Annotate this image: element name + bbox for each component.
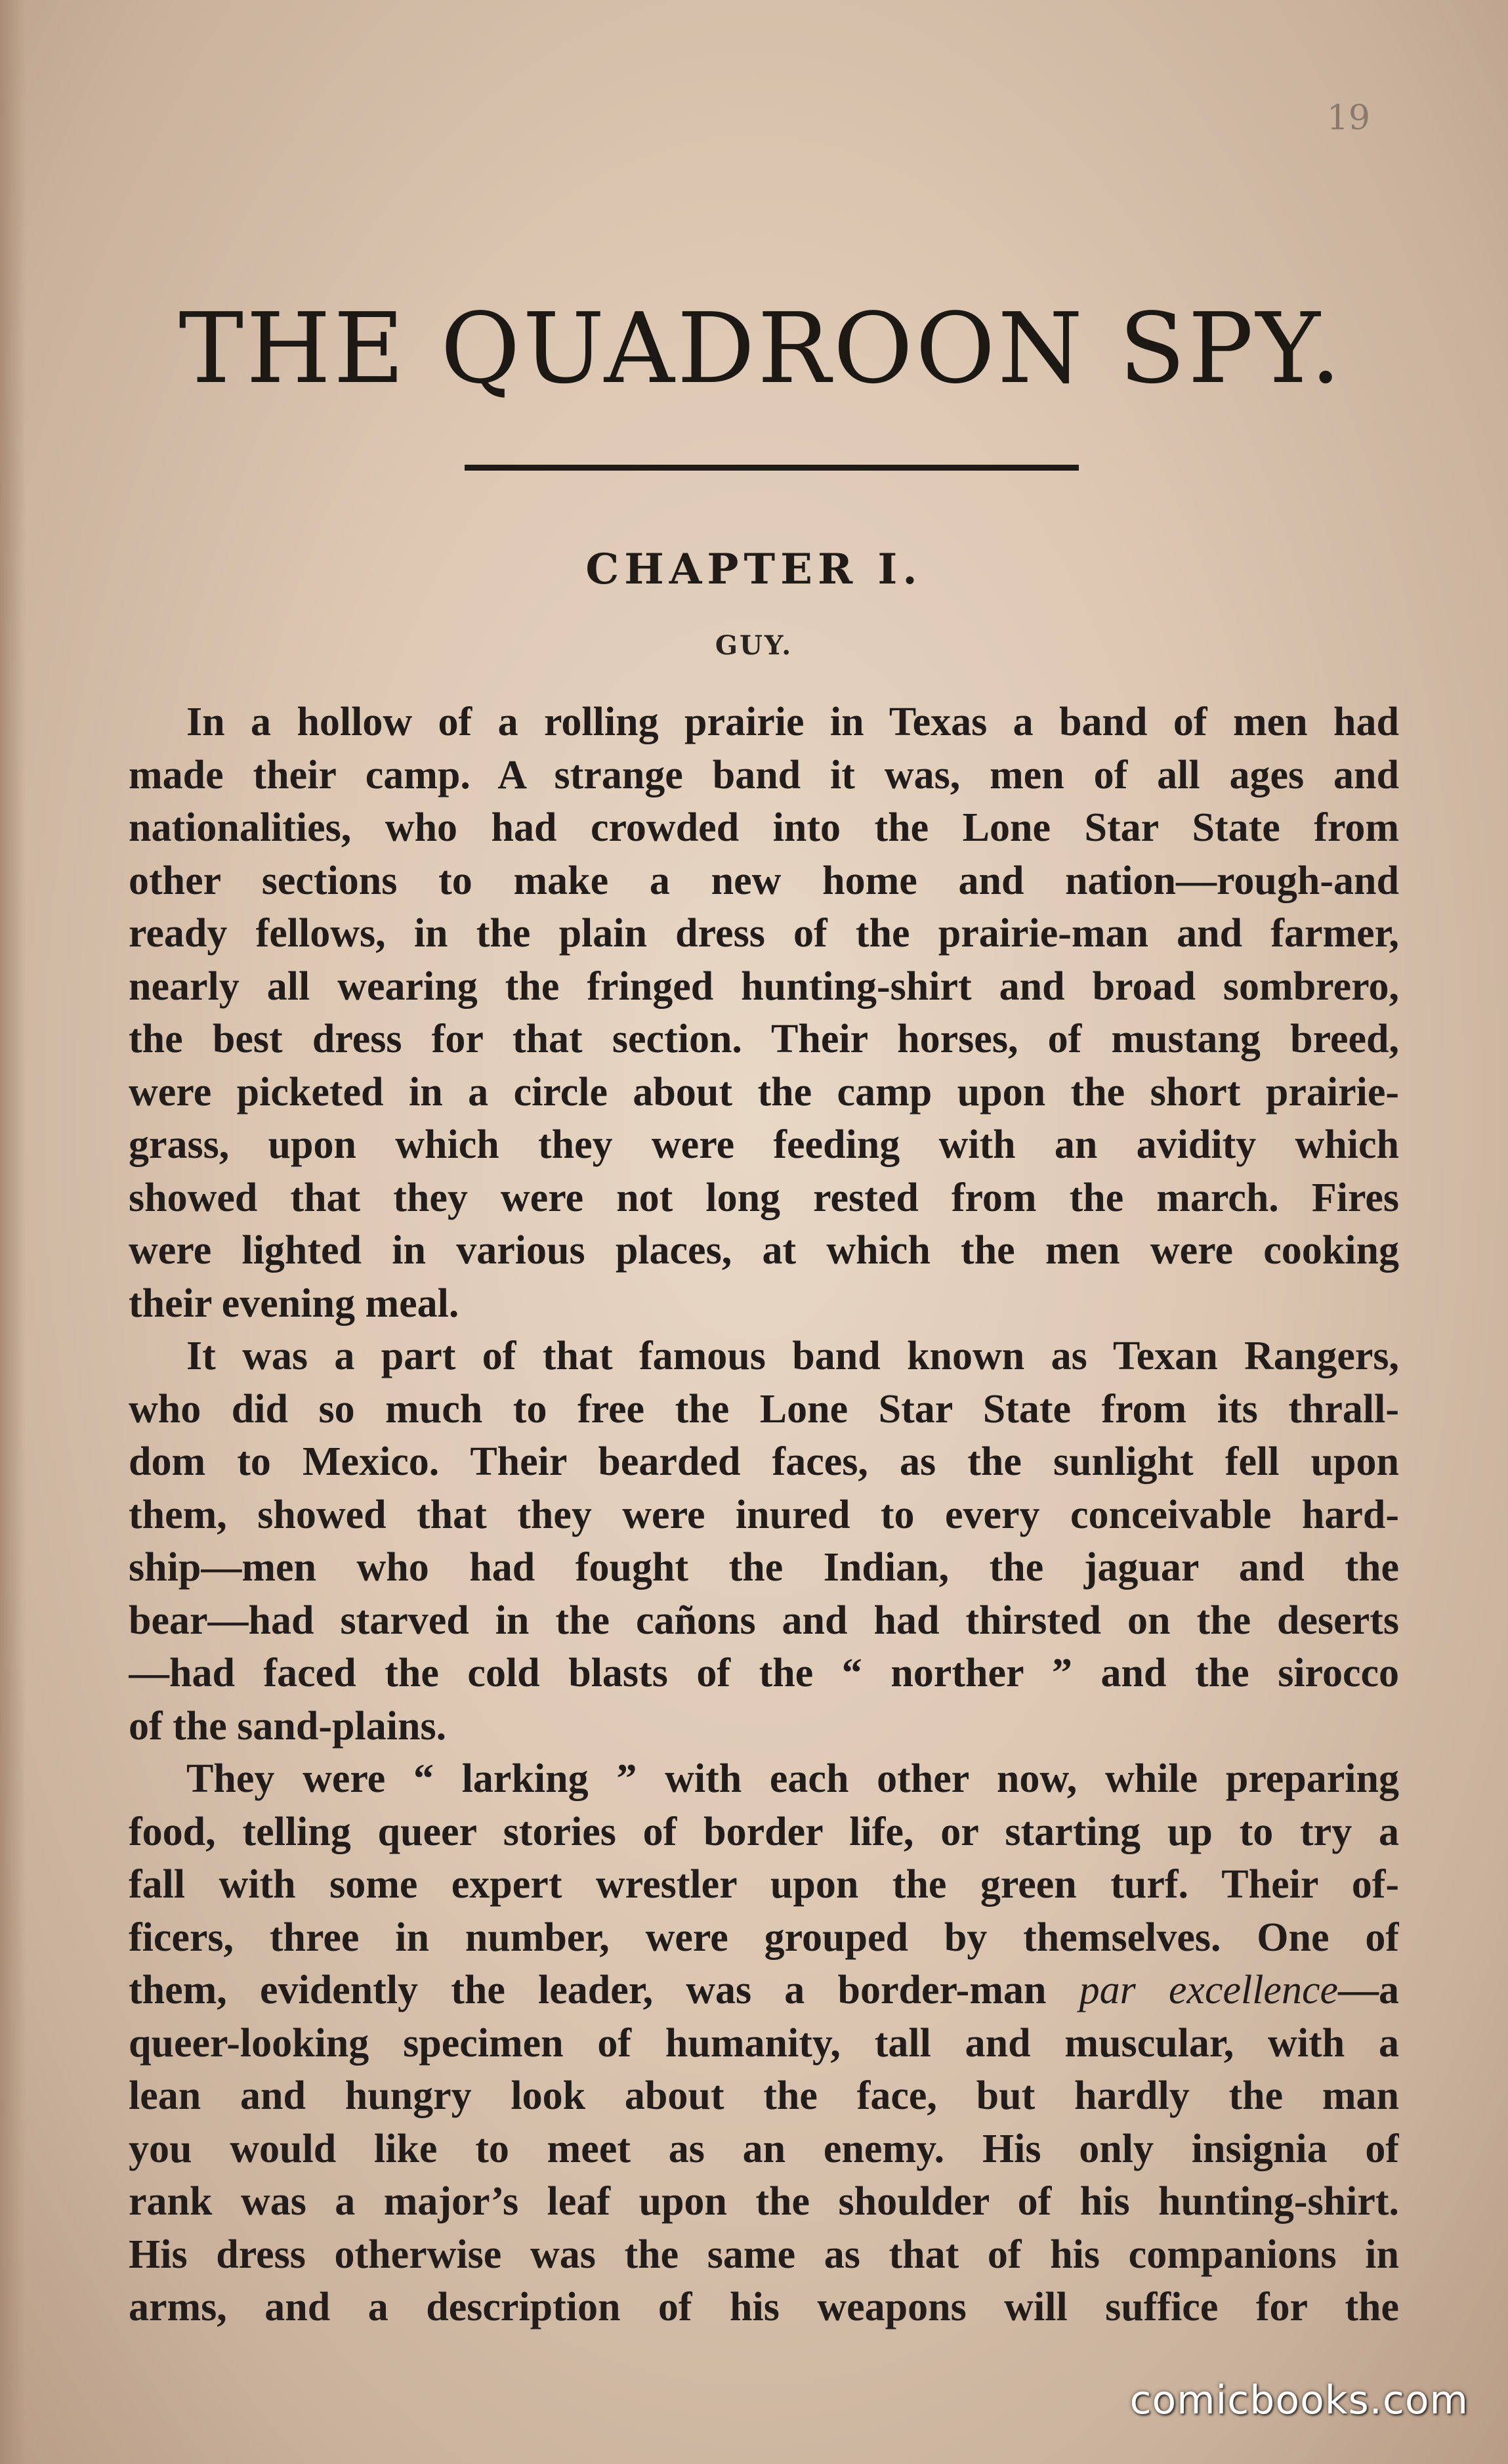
text-line-content: fall with some expert wrestler upon the green turf. Their of- <box>129 1862 1399 1907</box>
text-line <box>129 1224 1399 1277</box>
text-line <box>129 1806 1399 1859</box>
text-line-content: queer-looking specimen of humanity, tall and muscular, with a <box>129 2020 1399 2066</box>
page-edge-shadow <box>0 0 26 2464</box>
text-line-content: were lighted in various places, at which the men were cooking <box>129 1228 1399 1273</box>
text-line <box>129 801 1399 855</box>
text-line <box>129 960 1399 1013</box>
text-line-content: They were “ larking ” with each other now, while preparing <box>186 1756 1399 1801</box>
book-title: THE QUADROON SPY. <box>178 292 1344 405</box>
text-line <box>129 2070 1399 2123</box>
watermark: comicbooks.com <box>1129 2377 1469 2423</box>
text-line <box>129 1647 1399 1700</box>
text-line <box>129 1435 1399 1489</box>
text-line-content: them, showed that they were inured to every conceivable hard- <box>129 1492 1399 1537</box>
text-line <box>129 1330 1399 1383</box>
text-line <box>129 2175 1399 2228</box>
text-line <box>129 2123 1399 2176</box>
text-line-content: In a hollow of a rolling prairie in Texas a band of men had <box>186 700 1399 744</box>
text-line <box>129 1858 1399 1911</box>
text-line <box>129 907 1399 960</box>
title-rule <box>465 465 1079 471</box>
text-line <box>129 2228 1399 2282</box>
text-line-content: —had faced the cold blasts of the “ norther ” and the sirocco <box>129 1651 1399 1695</box>
text-line <box>129 1752 1399 1806</box>
text-line-content: His dress otherwise was the same as that of his companions in <box>129 2232 1399 2277</box>
text-line-content: food, telling queer stories of border life, or starting up to try a <box>129 1809 1399 1854</box>
page-number: 19 <box>1326 98 1370 138</box>
chapter-subheading: GUY. <box>715 630 793 661</box>
text-line <box>129 2281 1399 2334</box>
text-line-content: lean and hungry look about the face, but hardly the man <box>129 2073 1399 2118</box>
text-line-content: nationalities, who had crowded into the Lone Star State from <box>129 805 1399 850</box>
text-line <box>129 1911 1399 1965</box>
text-line <box>129 1013 1399 1066</box>
text-line <box>129 1964 1399 2017</box>
text-line <box>129 1383 1399 1436</box>
text-line-content: other sections to make a new home and nation—rough-and <box>129 858 1399 903</box>
text-line <box>129 2017 1399 2070</box>
text-line-content: grass, upon which they were feeding with an avidity which <box>129 1122 1399 1167</box>
text-line <box>129 749 1399 802</box>
body-text <box>129 696 1399 2334</box>
text-line-content: dom to Mexico. Their bearded faces, as the sunlight fell upon <box>129 1439 1399 1484</box>
chapter-heading: CHAPTER I. <box>585 545 923 594</box>
text-line <box>129 696 1399 749</box>
text-line-content: ready fellows, in the plain dress of the prairie-man and farmer, <box>129 911 1399 956</box>
text-line-content: you would like to meet as an enemy. His only insignia of <box>129 2126 1399 2171</box>
text-line <box>129 1700 1399 1753</box>
text-line-content: of the sand-plains. <box>129 1703 447 1749</box>
text-line-content: ship—men who had fought the Indian, the jaguar and the <box>129 1545 1399 1590</box>
text-line <box>129 1541 1399 1594</box>
text-line-content: them, evidently the leader, was a border-man <box>129 1968 1047 2012</box>
text-line-content: rank was a major’s leaf upon the shoulder of his hunting-shirt. <box>129 2179 1399 2224</box>
text-line <box>129 1172 1399 1225</box>
text-line-content: showed that they were not long rested from the march. Fires <box>129 1175 1399 1220</box>
text-line-content: nearly all wearing the fringed hunting-shirt and broad sombrero, <box>129 964 1399 1009</box>
text-line <box>129 1594 1399 1647</box>
italic-phrase: par excellence <box>1079 1968 1338 2012</box>
text-line <box>129 1118 1399 1172</box>
text-line-content: the best dress for that section. Their horses, of mustang breed, <box>129 1017 1399 1061</box>
text-line-content: who did so much to free the Lone Star State from its thrall- <box>129 1386 1399 1432</box>
text-line-tail: —a <box>1338 1968 1399 2012</box>
text-line-content: made their camp. A strange band it was, men of all ages and <box>129 752 1399 797</box>
text-line-content: arms, and a description of his weapons will suffice for the <box>129 2285 1399 2329</box>
text-line <box>129 1277 1399 1330</box>
text-line-content: were picketed in a circle about the camp upon the short prairie- <box>129 1069 1399 1115</box>
text-line-content: their evening meal. <box>129 1281 459 1326</box>
text-line <box>129 1489 1399 1542</box>
text-line <box>129 855 1399 908</box>
text-line <box>129 1066 1399 1119</box>
text-line-content: ficers, three in number, were grouped by themselves. One of <box>129 1915 1399 1960</box>
text-line-content: It was a part of that famous band known as Texan Rangers, <box>186 1334 1399 1378</box>
text-line-content: bear—had starved in the cañons and had thirsted on the deserts <box>129 1598 1399 1643</box>
